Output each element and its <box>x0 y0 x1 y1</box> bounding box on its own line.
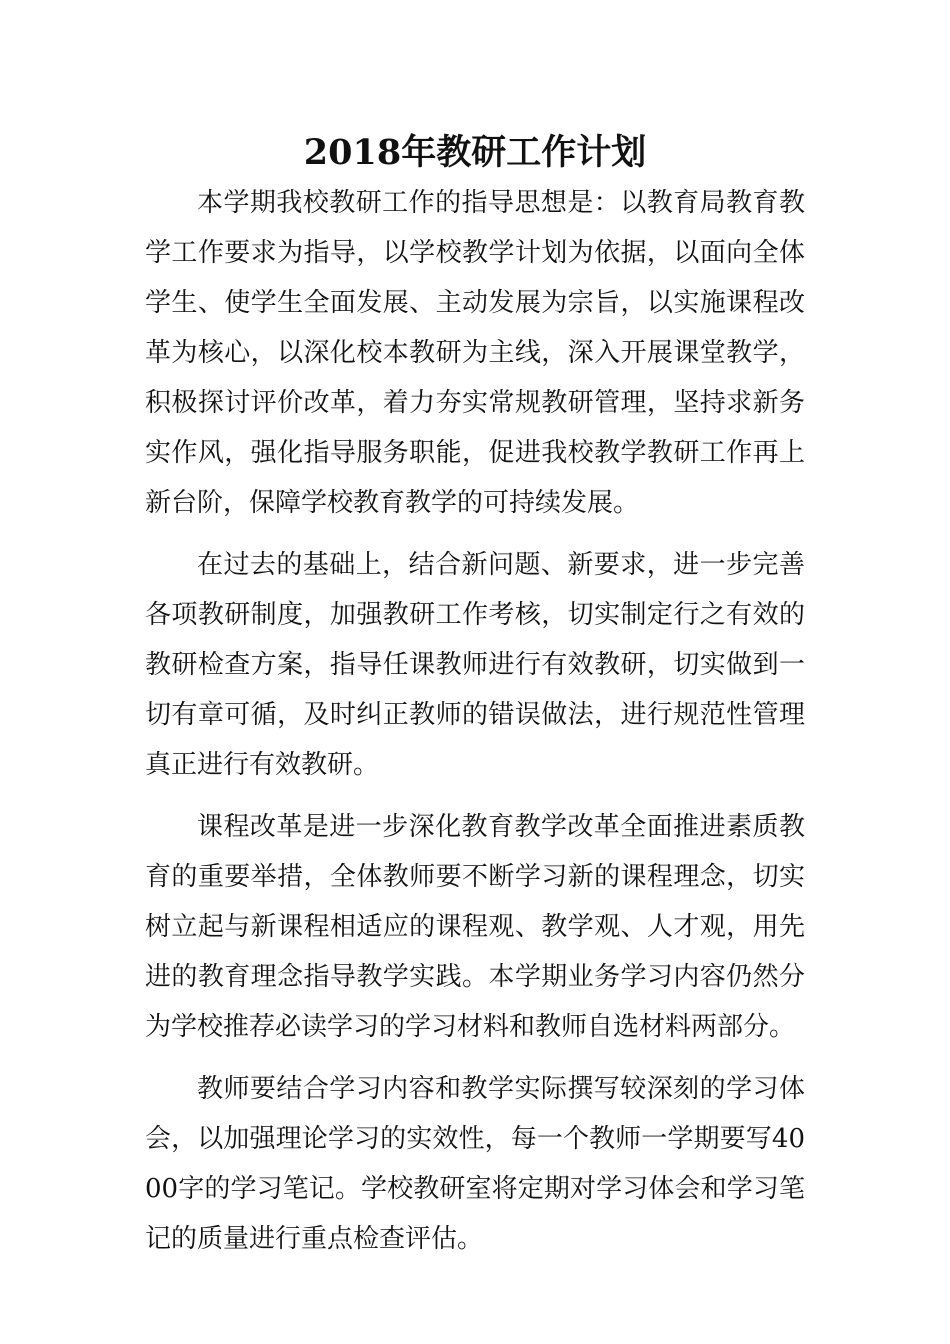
paragraph-guiding-ideology: 本学期我校教研工作的指导思想是：以教育局教育教学工作要求为指导，以学校教学计划为依据，以面向全体学生、使学生全面发展、主动发展为宗旨，以实施课程改革为核心，以深化校本教研为主线，深入开展课堂教学，积极探讨评价改革，着力夯实常规教研管理，坚持求新务实作风，强化指导服务职能，促进我校教学教研工作再上新台阶，保障学校教育教学的可持续发展。 <box>145 188 805 518</box>
paragraph-system-improvement: 在过去的基础上，结合新问题、新要求，进一步完善各项教研制度，加强教研工作考核，切实制定行之有效的教研检查方案，指导任课教师进行有效教研，切实做到一切有章可循，及时纠正教师的错误做法，进行规范性管理真正进行有效教研。 <box>145 550 805 780</box>
document-title: 2018年教研工作计划 <box>303 132 647 173</box>
paragraph-study-notes: 教师要结合学习内容和教学实际撰写较深刻的学习体会，以加强理论学习的实效性，每一个教师一学期要写4000字的学习笔记。学校教研室将定期对学习体会和学习笔记的质量进行重点检查评估。 <box>145 1074 805 1254</box>
document-page <box>145 128 805 1276</box>
paragraph-curriculum-reform: 课程改革是进一步深化教育教学改革全面推进素质教育的重要举措，全体教师要不断学习新的课程理念，切实树立起与新课程相适应的课程观、教学观、人才观，用先进的教育理念指导教学实践。本学期业务学习内容仍然分为学校推荐必读学习的学习材料和教师自选材料两部分。 <box>145 812 805 1042</box>
